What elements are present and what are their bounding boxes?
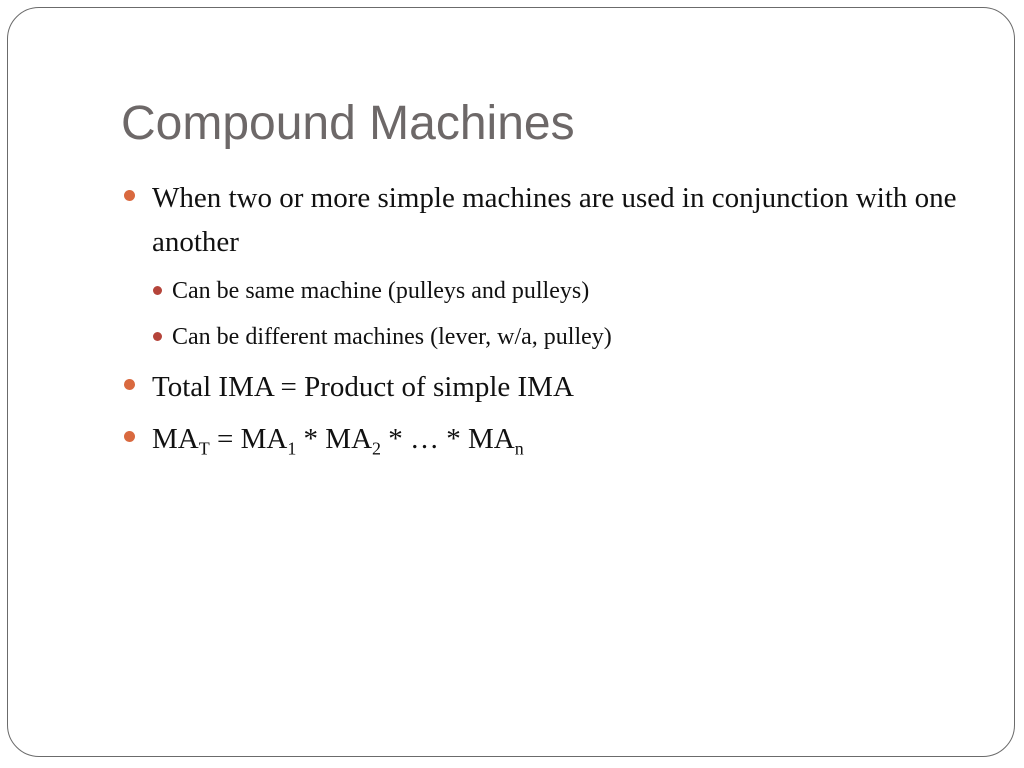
bullet-dot-icon xyxy=(124,431,135,442)
sub-bullet-different-machines xyxy=(151,317,971,357)
bullet-text: Total IMA = Product of simple IMA xyxy=(152,371,574,403)
slide-title: Compound Machines xyxy=(121,97,575,150)
formula-times-1: * MA xyxy=(296,423,373,455)
slide-body xyxy=(121,176,971,461)
sub-bullet-text: Can be different machines (lever, w/a, pulley) xyxy=(172,324,612,350)
bullet-compound-definition xyxy=(121,176,971,264)
bullet-dot-icon xyxy=(124,379,135,390)
formula xyxy=(152,423,524,459)
formula-sub-1: 1 xyxy=(287,438,297,459)
formula-rest: * … * MA xyxy=(381,423,515,455)
sub-bullet-same-machine xyxy=(151,271,971,311)
formula-equals: = MA xyxy=(209,423,288,455)
sub-bullet-text: Can be same machine (pulleys and pulleys) xyxy=(172,278,590,304)
bullet-total-ima xyxy=(121,365,971,409)
bullet-ma-formula xyxy=(121,417,971,461)
slide-frame xyxy=(7,7,1015,757)
formula-sub-n: n xyxy=(514,438,524,459)
sub-bullet-dot-icon xyxy=(153,286,162,295)
sub-bullet-dot-icon xyxy=(153,332,162,341)
bullet-text: When two or more simple machines are used in conjunction with one another xyxy=(152,182,957,258)
formula-sub-2: 2 xyxy=(372,438,382,459)
bullet-dot-icon xyxy=(124,190,135,201)
formula-sub-total: T xyxy=(198,438,210,459)
formula-ma: MA xyxy=(152,423,199,455)
